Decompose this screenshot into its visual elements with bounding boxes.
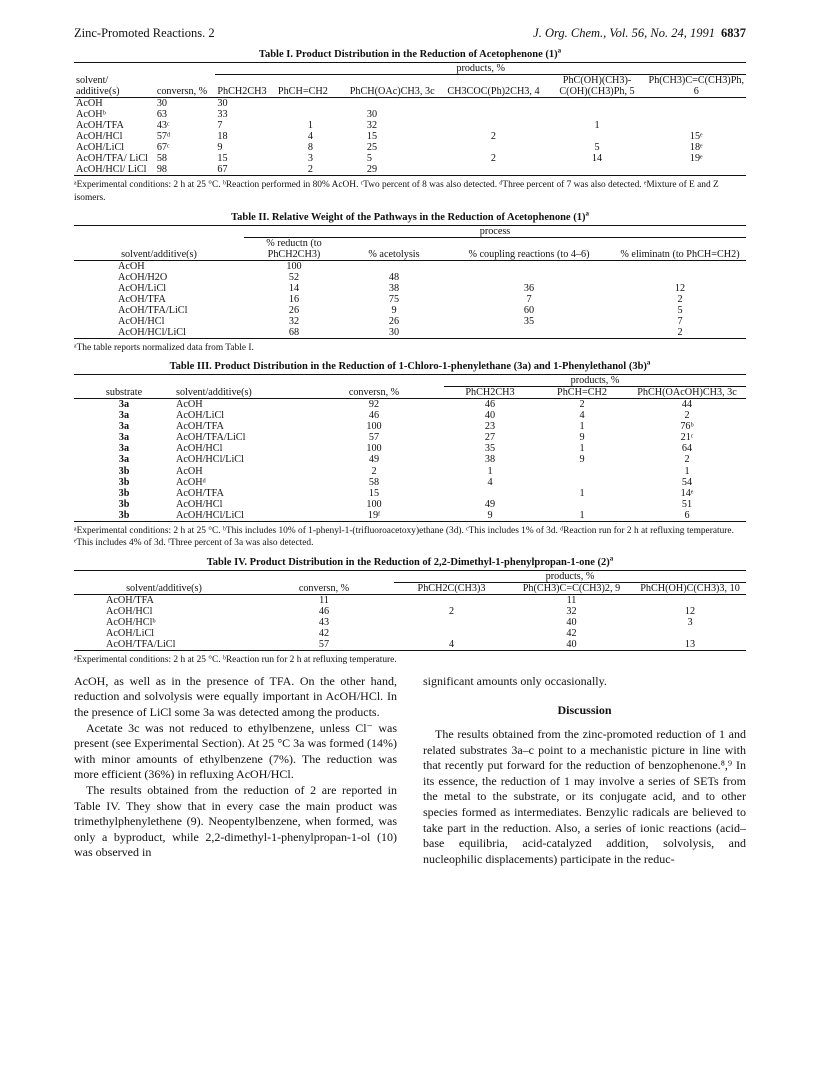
- table-row: 3b AcOH/HCl/LiCl 19ᶠ 9 1 6: [74, 510, 746, 522]
- t2-h-c2: % acetolysis: [344, 237, 444, 260]
- table-row: AcOH/TFA/LiCl 26 9 60 5: [118, 304, 683, 316]
- table-row: AcOHᵇ 63 33 30: [76, 109, 378, 121]
- t3-h-p1: PhCH2CH3: [444, 387, 536, 399]
- table-row: AcOH 100: [118, 260, 302, 272]
- table-row: 3b AcOH/HCl 100 49 51: [118, 498, 693, 510]
- table3-caption: Table III. Product Distribution in the Reduction of 1-Chloro-1-phenylethane (3a) and 1-Phenylethanol $(3b)^a$: [169, 358, 651, 373]
- table-row: AcOH/H2O 52 48: [118, 271, 400, 283]
- table-row: 3a AcOH 92 46 2 44: [118, 399, 693, 411]
- t3-h-conv: conversn, %: [304, 387, 444, 399]
- right-paragraph-2: The results obtained from the zinc-promoted reduction of 1 and related substrates 3a–c point to a mechanistic picture in line with that recently put forward for the reduction of benzophenone.⁸,⁹ In its essence, the reduction of 1 may involve a series of SETs from the metal to the substrate, or its conjugate acid, and to other species formed as intermediates. Benzylic radicals are believed to take part in the reduction. Also, a series of ionic reactions (acid–base equilibria, acid-catalyzed addition, solvolysis, and nucleophilic displacements) participate in the reduc-: [423, 726, 746, 866]
- table2: [74, 225, 746, 339]
- left-paragraph-3: The results obtained from the reduction of 2 are reported in Table IV. They show that in every case the main product was trimethylphenylethene (9). Neopentylbenzene, when formed, was only a byproduct, while 2,2-dimethyl-1-phenylpropan-1-ol (10) was observed in: [74, 782, 397, 860]
- table2-footnote: ᵃThe table reports normalized data from Table I.: [74, 342, 254, 353]
- t4-h-p3: PhCH(OH)C(CH3)3, 10: [634, 582, 746, 594]
- t3-h-substrate: substrate: [74, 387, 174, 399]
- t1-h-p2: PhCH=CH2: [276, 75, 345, 98]
- table-row: AcOH/HCl 32 26 35 7: [118, 315, 683, 327]
- table-row: 3a AcOH/TFA 100 23 1 76ᵇ: [118, 421, 694, 433]
- table-row: AcOH/LiCl 42 42: [106, 628, 577, 640]
- table-row: AcOH/HCl/ LiCl 98 67 2 29: [74, 164, 746, 176]
- left-paragraph-1: AcOH, as well as in the presence of TFA. On the other hand, reduction and solvolysis were equally important in AcOH/HCl. In the presence of LiCl some 3a was detected among the products.: [74, 673, 397, 719]
- table-row: AcOH/LiCl 14 38 36 12: [118, 282, 686, 294]
- table-row: AcOH/TFA 43ᶜ 7 1 32 1: [76, 120, 600, 132]
- journal-name: J. Org. Chem., Vol. 56, No. 24, 1991: [533, 26, 715, 40]
- table-row: 3a AcOH/TFA/LiCl 57 27 9 21ᶜ: [118, 432, 694, 444]
- t4-h-conv: conversn, %: [254, 582, 394, 594]
- t2-h-c1: % reductn (to PhCH2CH3): [244, 237, 344, 260]
- table3-group-header: products, %: [444, 375, 746, 387]
- table-row: AcOH/HCl/LiCl 68 30 2: [74, 327, 746, 339]
- table-row: AcOH/HClᵇ 43 40 3: [106, 617, 693, 629]
- table-row: 3a AcOH/HCl 100 35 1 64: [118, 443, 693, 455]
- t4-h-solvent: solvent/additive(s): [74, 582, 254, 594]
- table-row: 3b AcOH/TFA 15 1 14ᵉ: [118, 487, 694, 499]
- table-row: 3a AcOH/HCl/LiCl 49 38 9 2: [118, 454, 690, 466]
- table-row: 3b AcOHᵈ 58 4 54: [118, 476, 693, 488]
- t1-h-p6: Ph(CH3)C=C(CH3)Ph, 6: [648, 75, 744, 98]
- table4-caption: Table IV. Product Distribution in the Reduction of 2,2-Dimethyl-1-phenylpropan-1-one $(2)^a$: [206, 554, 614, 568]
- table2-group-header: process: [244, 225, 746, 237]
- table2-caption: Table II. Relative Weight of the Pathways in the Reduction of Acetophenone $(1)^a$: [231, 209, 589, 223]
- table-row: AcOH/TFA 11 11: [106, 594, 577, 606]
- table1-footnote: ᵃExperimental conditions: 2 h at 25 °C. ᵇReaction performed in 80% AcOH. ᶜTwo percent of 8 was also detected. ᵈThree percent of 7 was also detected. ᵉMixture of E and Z isomers.: [74, 180, 719, 203]
- table-row: 3a AcOH/LiCl 46 40 4 2: [118, 410, 690, 422]
- table3: [74, 374, 746, 521]
- t2-h-solvent: solvent/additive(s): [74, 237, 244, 260]
- table3-footnote: ᵃExperimental conditions: 2 h at 25 °C. ᵇThis includes 10% of 1-phenyl-1-(trifluoroacetoxy)ethane (3d). ᶜThis includes 1% of 3d. ᵈReaction run for 2 h at refluxing temperature. ᵉThis includes 4% of 3d. ᶠThree percent of 3a was also detected.: [74, 525, 734, 549]
- journal-citation: [533, 26, 746, 41]
- t3-h-p2: PhCH=CH2: [536, 387, 628, 399]
- journal-page: [74, 26, 746, 867]
- table1-group-header: products, %: [215, 63, 746, 75]
- t1-h-p3: PhCH(OAc)CH3, 3c: [345, 75, 439, 98]
- right-column: [423, 674, 746, 868]
- t1-h-p4: CH3COC(Ph)2CH3, 4: [439, 75, 547, 98]
- table4: [74, 570, 746, 651]
- t4-h-p1: PhCH2C(CH3)3: [394, 582, 509, 594]
- t1-h-p5: PhC(OH)(CH3)-C(OH)(CH3)Ph, 5: [548, 75, 647, 98]
- running-title: Zinc-Promoted Reactions. 2: [74, 26, 215, 40]
- table-row: AcOH/HCl 46 2 32 12: [106, 606, 696, 617]
- left-column: [74, 674, 397, 868]
- table-row: 3b AcOH 2 1 1: [118, 465, 690, 477]
- t3-h-p3: PhCH(OAcOH)CH3, 3c: [628, 387, 746, 399]
- table4-group-header: products, %: [394, 570, 746, 582]
- table-row: AcOH 30 30: [76, 98, 228, 110]
- t1-h-conv: conversn, %: [155, 75, 216, 98]
- table-row: AcOH/TFA/LiCl 57 4 40 13: [74, 639, 746, 651]
- table1-caption: Table I. Product Distribution in the Reduction of Acetophenone $(1)^a$: [258, 46, 562, 60]
- right-paragraph-1: significant amounts only occasionally.: [423, 673, 607, 688]
- t4-h-p2: Ph(CH3)C=C(CH3)2, 9: [509, 582, 634, 594]
- t2-h-c3: % coupling reactions (to 4–6): [444, 237, 614, 260]
- page-number: 6837: [721, 26, 746, 40]
- t1-h-p1: PhCH2CH3: [215, 75, 276, 98]
- table-row: AcOH/LiCl 67ᶜ 9 8 25 5 18ᵉ: [76, 142, 703, 154]
- table-row: AcOH/TFA 16 75 7 2: [118, 293, 683, 305]
- table-row: AcOH/HCl 57ᵈ 18 4 15 2 15ᵉ: [76, 131, 703, 143]
- table4-footnote: ᵃExperimental conditions: 2 h at 25 °C. ᵇReaction run for 2 h at refluxing temperature.: [74, 655, 397, 666]
- left-paragraph-2: Acetate 3c was not reduced to ethylbenzene, unless Cl⁻ was present (see Experimental Section). At 25 °C 3a was formed (14%) with minor amounts of ethylbenzene (7%). The reduction was more efficient (36%) in refluxing AcOH/HCl.: [74, 720, 397, 782]
- table-row: AcOH/TFA/ LiCl 58 15 3 5 2 14 19ᵉ: [76, 153, 703, 165]
- body-columns: [74, 674, 746, 868]
- running-header: [74, 26, 746, 41]
- t2-h-c4: % eliminatn (to PhCH=CH2): [614, 237, 746, 260]
- t3-h-solvent: solvent/additive(s): [174, 387, 304, 399]
- section-heading-discussion: Discussion: [557, 703, 612, 718]
- t1-h-solvent: solvent/ additive(s): [74, 75, 155, 98]
- table1: [74, 62, 746, 176]
